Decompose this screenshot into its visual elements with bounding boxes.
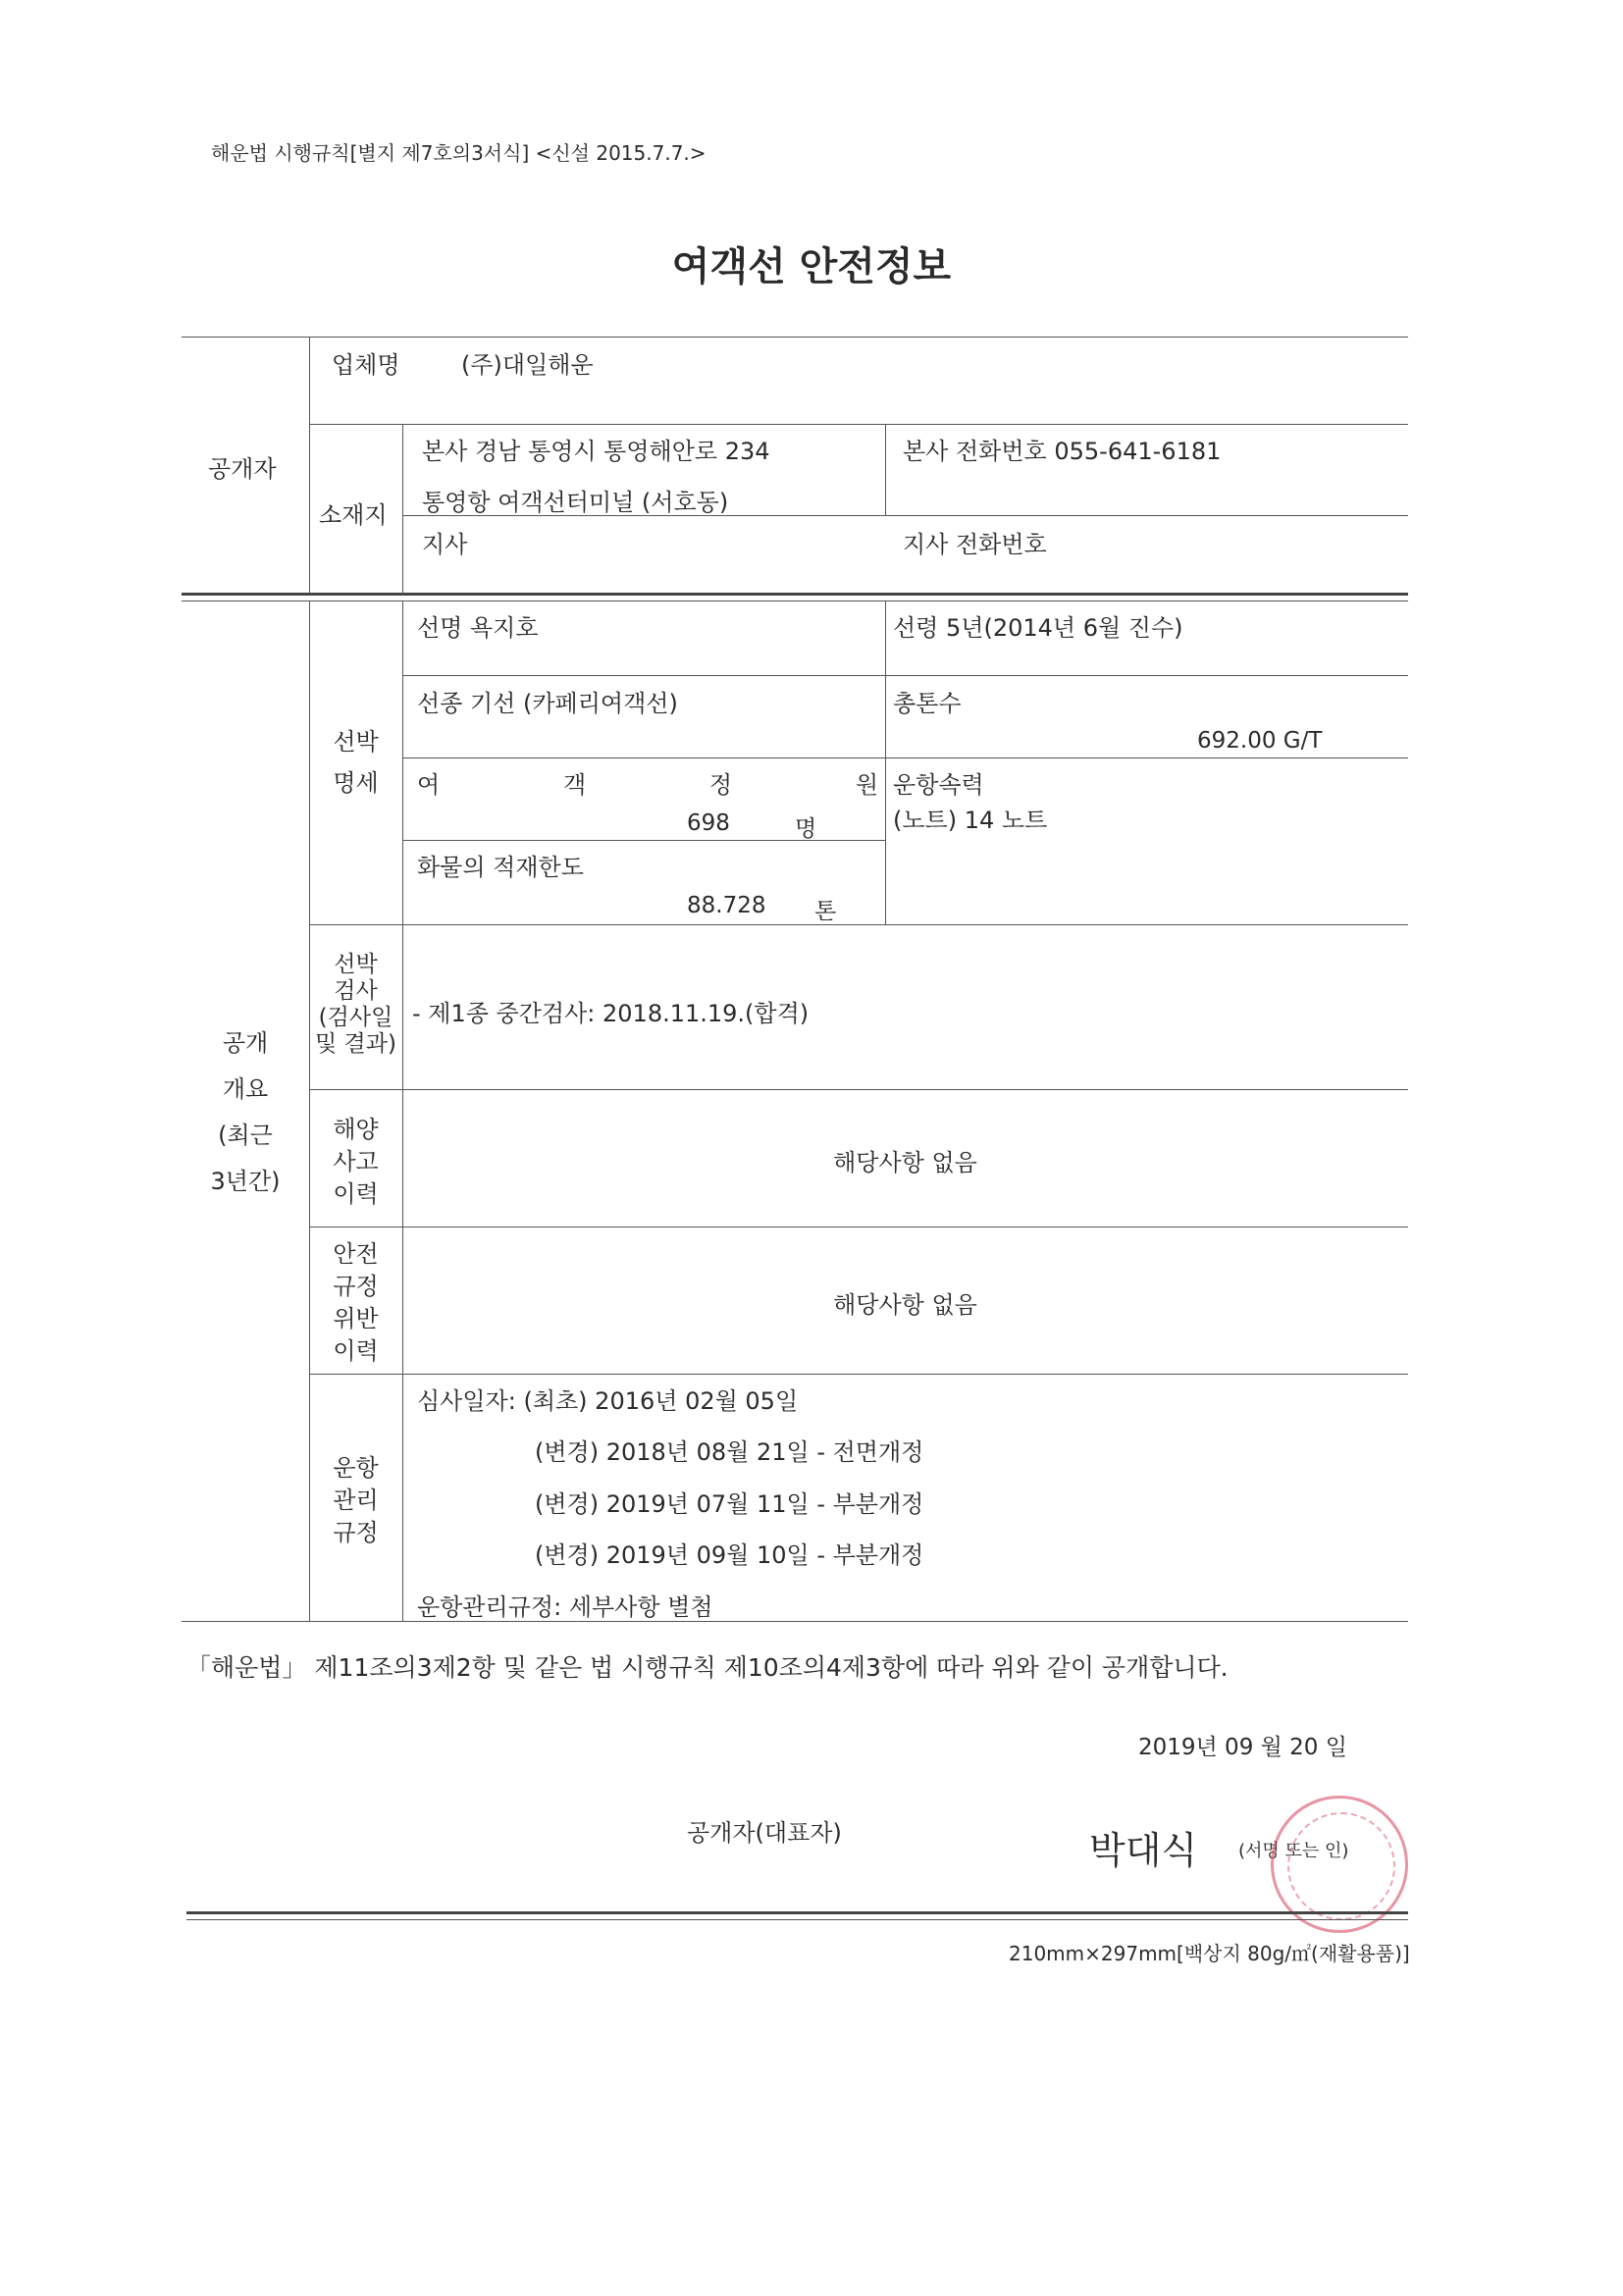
disclosure-date: 2019년 09 월 20 일 xyxy=(1138,1735,1347,1760)
signer-label: 공개자(대표자) xyxy=(687,1819,842,1847)
form-reference-note: 해운법 시행규칙[별지 제7호의3서식] <신설 2015.7.7.> xyxy=(211,141,707,165)
inspection-label: 선박 검사 (검사일 및 결과) xyxy=(315,952,396,1057)
accident-value: 해당사항 없음 xyxy=(833,1149,977,1176)
accident-label: 해양 사고 이력 xyxy=(333,1116,379,1208)
ship-spec-label: 선박 명세 xyxy=(333,728,379,797)
cargo-value: 88.728 xyxy=(687,893,766,918)
ship-age: 선령 5년(2014년 6월 진수) xyxy=(893,614,1183,642)
speed-value: (노트) 14 노트 xyxy=(893,807,1048,834)
tonnage-label: 총톤수 xyxy=(893,690,962,717)
operation-rules-label: 운항 관리 규정 xyxy=(333,1454,379,1546)
hq-phone: 본사 전화번호 055-641-6181 xyxy=(903,438,1222,465)
violation-value: 해당사항 없음 xyxy=(833,1291,977,1319)
speed-label: 운항속력 xyxy=(893,771,984,799)
inspection-value: - 제1종 중간검사: 2018.11.19.(합격) xyxy=(412,1000,810,1027)
overview-section-label: 공개 개요 (최근 3년간) xyxy=(210,1029,281,1195)
review-date-line1: 심사일자: (최초) 2016년 02월 05일 xyxy=(417,1387,799,1415)
capacity-unit: 명 xyxy=(795,816,817,842)
discloser-section-label: 공개자 xyxy=(208,455,277,483)
rules-note: 운항관리규정: 세부사항 별첨 xyxy=(417,1593,713,1621)
review-date-line2: (변경) 2018년 08월 21일 - 전면개정 xyxy=(535,1438,924,1466)
paper-spec: 210mm×297mm[백상지 80g/㎡(재활용품)] xyxy=(1009,1942,1410,1965)
branch-phone-label: 지사 전화번호 xyxy=(903,531,1047,558)
company-label: 업체명 xyxy=(332,351,400,379)
review-date-line3: (변경) 2019년 07월 11일 - 부분개정 xyxy=(535,1490,924,1518)
signer-name: 박대식 xyxy=(1089,1829,1198,1872)
ship-type: 선종 기선 (카페리여객선) xyxy=(417,690,678,717)
signature-note: (서명 또는 인) xyxy=(1238,1841,1349,1861)
page-title: 여객선 안전정보 xyxy=(671,244,952,289)
review-date-line4: (변경) 2019년 09월 10일 - 부분개정 xyxy=(535,1541,924,1569)
capacity-value: 698 xyxy=(687,810,730,836)
cargo-unit: 톤 xyxy=(814,899,837,924)
capacity-label: 여 객 정 원 xyxy=(417,771,878,799)
disclosure-statement: 「해운법」 제11조의3제2항 및 같은 법 시행규칙 제10조의4제3항에 따라 위와 같이 공개합니다. xyxy=(186,1653,1229,1682)
company-name: (주)대일해운 xyxy=(461,351,594,379)
branch-label: 지사 xyxy=(422,531,468,558)
hq-address-line1: 본사 경남 통영시 통영해안로 234 xyxy=(422,438,770,465)
cargo-label: 화물의 적재한도 xyxy=(417,854,584,881)
ship-name: 선명 욕지호 xyxy=(417,614,539,642)
location-label: 소재지 xyxy=(319,501,388,529)
tonnage-value: 692.00 G/T xyxy=(1197,728,1323,754)
violation-label: 안전 규정 위반 이력 xyxy=(333,1240,379,1365)
hq-address-line2: 통영항 여객선터미널 (서호동) xyxy=(422,489,729,516)
